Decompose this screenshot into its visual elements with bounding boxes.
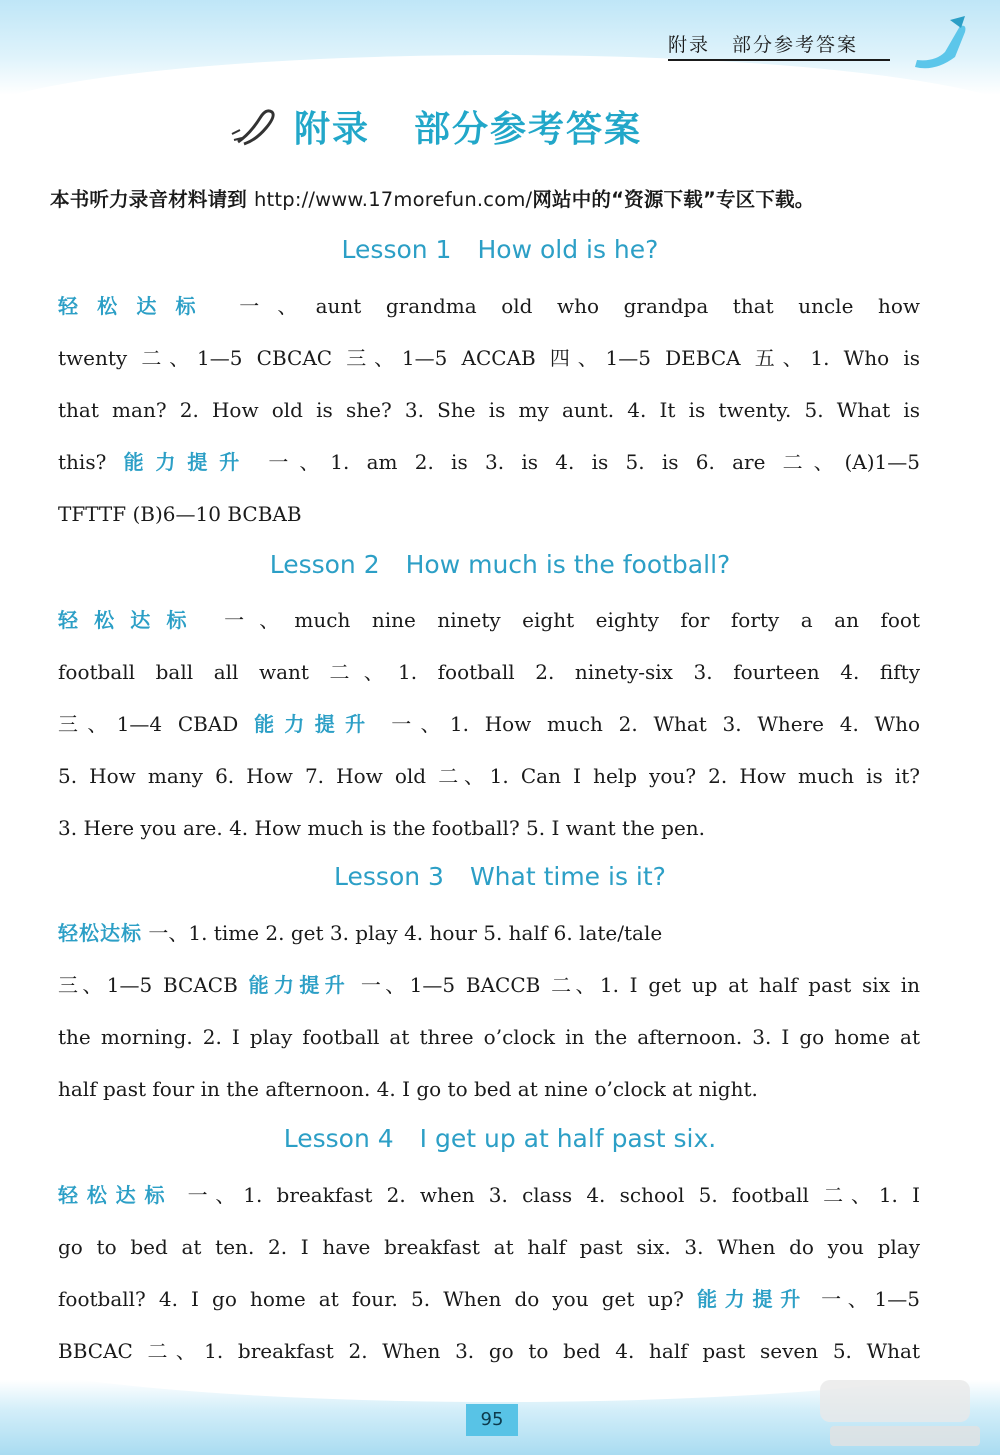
answer-text: TFTTF (B)6—10 BCBAB — [58, 502, 302, 526]
answer-text: 一、1. How much 2. What 3. Where 4. Who — [375, 712, 920, 736]
answer-line — [58, 1169, 920, 1221]
answer-text: 一、1. time 2. get 3. play 4. hour 5. half 6. late/tale — [142, 921, 663, 945]
answer-line — [58, 280, 920, 332]
answer-line — [58, 332, 920, 384]
answer-line — [58, 1221, 920, 1273]
answer-text: football? 4. I go home at four. 5. When do you get up? — [58, 1287, 697, 1311]
answer-text: football ball all want 二、1. football 2. ninety-six 3. fourteen 4. fifty — [58, 660, 920, 684]
lesson-number: Lesson 1 — [341, 235, 452, 264]
watermark-logo-icon — [800, 1372, 990, 1452]
notice-text-before: 本书听力录音材料请到 — [50, 188, 254, 211]
lesson-heading-4 — [0, 1124, 1000, 1153]
answer-text: twenty 二、1—5 CBCAC 三、1—5 ACCAB 四、1—5 DEBCA 五、1. Who is — [58, 346, 920, 370]
download-notice — [50, 184, 970, 212]
lesson-number: Lesson 4 — [283, 1124, 394, 1153]
answer-line — [58, 907, 920, 959]
answer-text: 一、aunt grandma old who grandpa that uncle how — [214, 294, 920, 318]
answer-text: BBCAC 二、1. breakfast 2. When 3. go to bed 4. half past seven 5. What — [58, 1339, 920, 1363]
running-head-answers: 部分参考答案 — [732, 34, 859, 56]
lesson-heading-3 — [0, 862, 1000, 891]
answer-line — [58, 436, 920, 488]
lesson-title: How much is the football? — [405, 550, 731, 579]
lesson-heading-1 — [0, 235, 1000, 264]
lesson-title: I get up at half past six. — [419, 1124, 717, 1153]
notice-url: http://www.17morefun.com/ — [254, 188, 533, 211]
answer-text: half past four in the afternoon. 4. I go to bed at nine o’clock at night. — [58, 1077, 758, 1101]
lesson-title: What time is it? — [469, 862, 666, 891]
tag-advanced: 能力提升 — [254, 712, 376, 736]
answer-text: 一、1—5 — [807, 1287, 920, 1311]
answer-text: the morning. 2. I play football at three o’clock in the afternoon. 3. I go home at — [58, 1025, 920, 1049]
answer-text: 5. How many 6. How 7. How old 二、1. Can I help you? 2. How much is it? — [58, 764, 920, 788]
answer-line — [58, 1063, 920, 1115]
answer-text: 一、1. breakfast 2. when 3. class 4. school 5. football 二、1. I — [173, 1183, 921, 1207]
lesson-2-answers — [58, 594, 920, 854]
answer-line — [58, 384, 920, 436]
lesson-title: How old is he? — [477, 235, 659, 264]
main-title — [294, 101, 642, 152]
handwriting-icon — [230, 104, 282, 148]
answer-text: that man? 2. How old is she? 3. She is my aunt. 4. It is twenty. 5. What is — [58, 398, 920, 422]
page-title — [230, 98, 642, 154]
answer-line — [58, 594, 920, 646]
tag-easy: 轻松达标 — [58, 608, 203, 632]
tag-easy: 轻松达标 — [58, 1183, 174, 1207]
answer-line — [58, 698, 920, 750]
answer-line — [58, 1273, 920, 1325]
answer-text: go to bed at ten. 2. I have breakfast at half past six. 3. When do you play — [58, 1235, 920, 1259]
lesson-number: Lesson 2 — [269, 550, 380, 579]
answer-text: 三、1—4 CBAD — [58, 712, 255, 736]
answer-text: 3. Here you are. 4. How much is the football? 5. I want the pen. — [58, 816, 706, 840]
answer-text: 一、much nine ninety eight eighty for forty a an foot — [202, 608, 920, 632]
answer-line — [58, 646, 920, 698]
pencil-hand-icon — [905, 12, 975, 82]
page-number: 95 — [466, 1404, 518, 1436]
lesson-1-answers — [58, 280, 920, 540]
lesson-4-answers — [58, 1169, 920, 1377]
answer-text: 一、1. am 2. is 3. is 4. is 5. is 6. are 二、(A)1—5 — [251, 450, 920, 474]
answer-line — [58, 1011, 920, 1063]
tag-easy: 轻松达标 — [58, 294, 215, 318]
tag-advanced: 能力提升 — [248, 973, 351, 997]
answer-line — [58, 959, 920, 1011]
title-answers: 部分参考答案 — [414, 108, 643, 150]
lesson-heading-2 — [0, 550, 1000, 579]
running-head-appendix: 附录 — [668, 34, 711, 56]
notice-text-after: 网站中的“资源下载”专区下载。 — [532, 188, 815, 211]
answer-line — [58, 802, 920, 854]
tag-advanced: 能力提升 — [697, 1287, 808, 1311]
answer-text: this? — [58, 450, 124, 474]
answer-line — [58, 488, 920, 540]
title-appendix: 附录 — [294, 108, 371, 150]
answer-text: 一、1—5 BACCB 二、1. I get up at half past six in — [350, 973, 921, 997]
running-head — [668, 30, 890, 61]
lesson-3-answers — [58, 907, 920, 1115]
answer-text: 三、1—5 BCACB — [58, 973, 249, 997]
answer-line — [58, 750, 920, 802]
lesson-number: Lesson 3 — [334, 862, 444, 891]
tag-advanced: 能力提升 — [123, 450, 252, 474]
answer-line — [58, 1325, 920, 1377]
tag-easy: 轻松达标 — [58, 921, 142, 945]
